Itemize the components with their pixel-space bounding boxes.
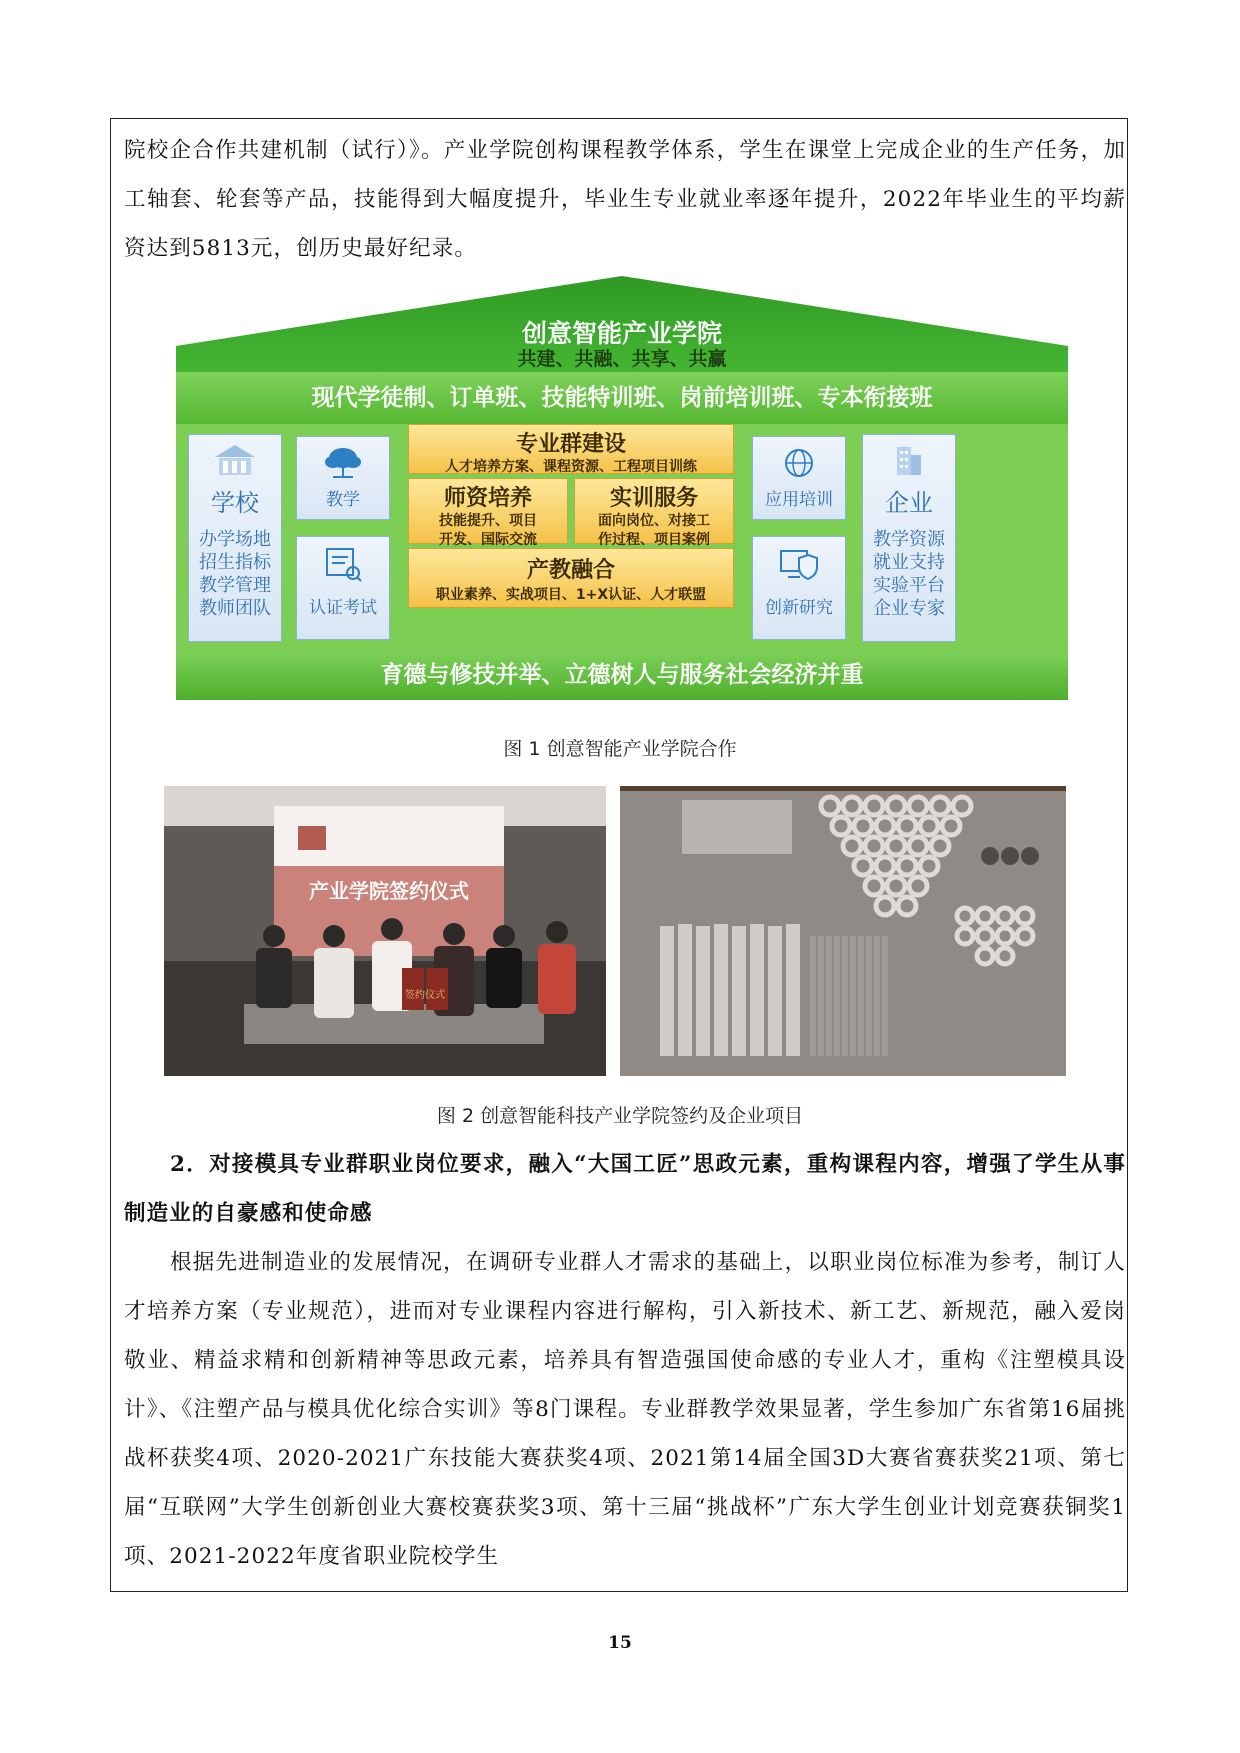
integration-box <box>408 548 734 608</box>
innovation-research-label: 创新研究 <box>765 598 833 618</box>
figure-1-caption: 图 1 创意智能产业学院合作 <box>503 738 737 760</box>
cert-exam-box <box>296 536 390 640</box>
teaching-box <box>296 436 390 520</box>
metal-parts-photo <box>620 786 1066 1076</box>
enterprise-title: 企业 <box>885 489 933 517</box>
page-number: 15 <box>608 1633 632 1653</box>
metal-parts-illustration <box>620 786 1066 1076</box>
shield-monitor-icon <box>778 545 820 583</box>
integration-sub: 职业素养、实战项目、1+X认证、人才联盟 <box>435 587 707 603</box>
roof-title: 创意智能产业学院 <box>521 319 722 348</box>
practice-sub: 面向岗位、对接工 <box>598 513 710 529</box>
screen-title: 产业学院签约仪式 <box>309 879 469 903</box>
top-band: 现代学徒制、订单班、技能特训班、岗前培训班、专本衔接班 <box>176 372 1068 424</box>
figure-2-caption: 图 2 创意智能科技产业学院签约及企业项目 <box>436 1105 804 1127</box>
faculty-box <box>408 478 568 548</box>
bottom-band: 育德与修技并举、立德树人与服务社会经济并重 <box>176 650 1068 700</box>
cluster-sub: 人才培养方案、课程资源、工程项目训练 <box>445 459 697 475</box>
cert-exam-label: 认证考试 <box>309 598 377 618</box>
section-heading: 2．对接模具专业群职业岗位要求，融入“大国工匠”思政元素，重构课程内容，增强了学生从事制造业的自豪感和使命感 <box>124 1152 1126 1226</box>
faculty-sub: 开发、国际交流 <box>439 532 537 548</box>
faculty-title: 师资培养 <box>443 486 532 511</box>
paragraph-top: 院校企合作共建机制（试行）》。产业学院创构课程教学体系，学生在课堂上完成企业的生产任务，加工轴套、轮套等产品，技能得到大幅度提升，毕业生专业就业率逐年提升，2022年毕业生的平均薪资达到5813元，创历史最好纪录。 <box>124 138 1126 261</box>
roof-subtitle: 共建、共融、共享、共赢 <box>517 348 727 370</box>
practice-box <box>574 478 734 548</box>
figure-1-diagram <box>176 276 1068 700</box>
certificate-icon <box>323 545 363 583</box>
globe-icon <box>779 445 819 481</box>
school-title: 学校 <box>211 489 259 517</box>
teaching-label: 教学 <box>326 490 360 510</box>
practice-sub: 作过程、项目案例 <box>598 532 710 548</box>
paragraph-body: 根据先进制造业的发展情况，在调研专业群人才需求的基础上，以职业岗位标准为参考，制订人才培养方案（专业规范），进而对专业课程内容进行解构，引入新技术、新工艺、新规范，融入爱岗敬业、精益求精和创新精神等思政元素，培养具有智造强国使命感的专业人才，重构《注塑模具设计》、《注塑产品与模具优化综合实训》等8门课程。专业群教学效果显著，学生参加广东省第16届挑战杯获奖4项、2020-2021广东技能大赛获奖4项、2021第14届全国3D大赛省赛获奖21项、第七届“互联网”大学生创新创业大赛校赛获奖3项、第十三届“挑战杯”广东大学生创业计划竞赛获铜奖1项、2021-2022年度省职业院校学生 <box>124 1250 1126 1569</box>
cluster-title: 专业群建设 <box>515 432 626 457</box>
practice-title: 实训服务 <box>609 486 698 511</box>
app-training-box <box>752 436 846 520</box>
folder-text: 签约仪式 <box>405 990 445 1001</box>
office-building-icon <box>889 443 929 477</box>
cluster-box <box>408 424 734 474</box>
enterprise-line: 就业支持 <box>873 552 945 573</box>
enterprise-box <box>862 434 956 642</box>
school-line: 教学管理 <box>199 575 271 596</box>
enterprise-line: 实验平台 <box>873 575 945 596</box>
school-box <box>188 434 282 642</box>
faculty-sub: 技能提升、项目 <box>439 513 537 529</box>
signing-ceremony-photo <box>164 786 606 1076</box>
app-training-label: 应用培训 <box>765 490 833 510</box>
school-line: 招生指标 <box>199 552 271 573</box>
school-line: 办学场地 <box>199 529 271 550</box>
diagram-body <box>176 424 1068 650</box>
enterprise-line: 企业专家 <box>873 598 945 619</box>
innovation-research-box <box>752 536 846 640</box>
integration-title: 产教融合 <box>526 558 615 583</box>
enterprise-line: 教学资源 <box>873 529 945 550</box>
building-icon <box>213 443 257 477</box>
cloud-icon <box>323 445 363 481</box>
school-line: 教师团队 <box>199 598 271 619</box>
signing-ceremony-illustration <box>164 786 606 1076</box>
